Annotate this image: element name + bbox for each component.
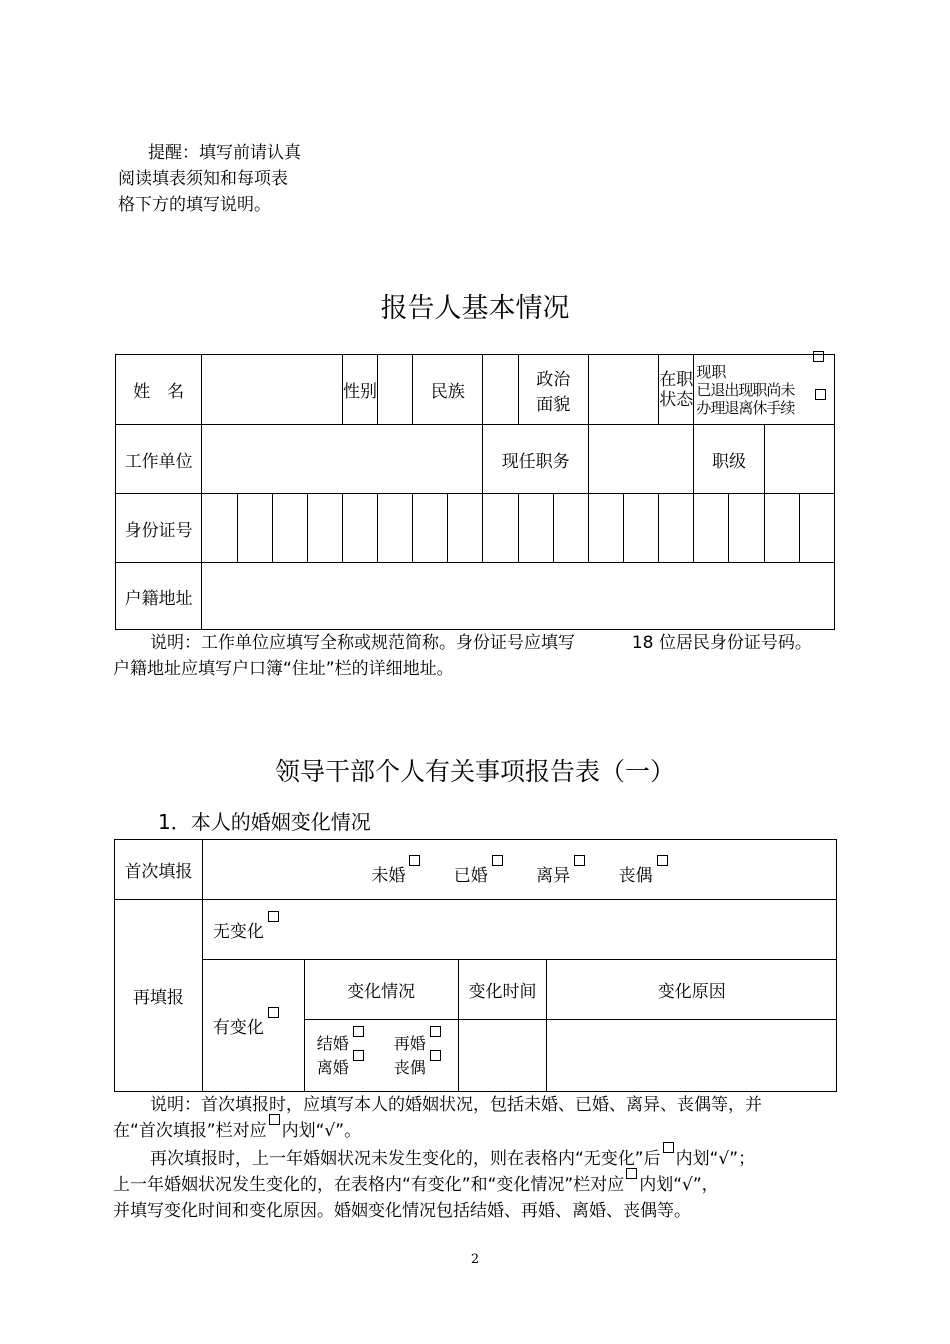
id-digit-cell[interactable] — [237, 494, 272, 563]
reminder-line: 阅读填表须知和每项表 — [118, 169, 288, 189]
no-change-label: 无变化 — [212, 922, 264, 942]
widowed-checkbox[interactable] — [657, 855, 668, 866]
note-text: 上一年婚姻状况发生变化的，在表格内“有变化”和“变化情况”栏对应 — [113, 1175, 625, 1195]
status-current-checkbox[interactable] — [813, 351, 824, 362]
remarry-checkbox[interactable] — [430, 1026, 441, 1037]
page-number: 2 — [470, 1252, 480, 1267]
widow-checkbox[interactable] — [430, 1050, 441, 1061]
status-option-current: 现职 — [696, 362, 727, 381]
note-text: 在“首次填报”栏对应 — [113, 1121, 267, 1141]
note-checkbox-icon — [626, 1168, 637, 1179]
marriage-subtitle: 1．本人的婚姻变化情况 — [158, 810, 371, 834]
political-label — [518, 355, 588, 425]
has-change-label: 有变化 — [212, 1018, 264, 1038]
note-text: 18 位居民身份证号码。 — [631, 633, 812, 653]
id-digit-cell[interactable] — [588, 494, 623, 563]
id-digit-cell[interactable] — [378, 494, 413, 563]
unmarried-checkbox[interactable] — [409, 855, 420, 866]
id-digit-cell[interactable] — [202, 494, 237, 563]
household-label: 户籍地址 — [116, 563, 202, 630]
has-change-checkbox[interactable] — [268, 1007, 279, 1018]
change-time-field[interactable] — [458, 1020, 547, 1092]
first-fill-options — [202, 840, 836, 900]
household-field[interactable] — [202, 563, 835, 630]
id-digit-cell[interactable] — [799, 494, 834, 563]
marriage-note-line3 — [150, 1146, 755, 1172]
reminder-note — [118, 140, 338, 218]
id-digit-cell[interactable] — [342, 494, 377, 563]
workplace-label: 工作单位 — [116, 425, 202, 494]
position-field[interactable] — [588, 425, 693, 494]
id-digit-cell[interactable] — [483, 494, 518, 563]
gender-field[interactable] — [378, 355, 413, 425]
opt-divorced-label: 离异 — [536, 866, 571, 886]
id-digit-cell[interactable] — [413, 494, 448, 563]
name-field[interactable] — [202, 355, 343, 425]
status-options — [694, 355, 835, 425]
section1-note-line2: 户籍地址应填写户口簿“住址”栏的详细地址。 — [113, 659, 454, 679]
opt-unmarried-label: 未婚 — [371, 866, 406, 886]
change-situation-header: 变化情况 — [304, 960, 458, 1020]
opt-married-label: 已婚 — [453, 866, 488, 886]
status-retired-checkbox[interactable] — [815, 389, 826, 400]
opt-widowed-label: 丧偶 — [618, 866, 653, 886]
political-label-line: 政治 — [536, 369, 571, 390]
report-table-title: 领导干部个人有关事项报告表（一） — [274, 757, 675, 786]
no-change-cell — [202, 900, 836, 960]
note-checkbox-icon — [663, 1142, 674, 1153]
id-digit-cell[interactable] — [694, 494, 729, 563]
divorce-checkbox[interactable] — [353, 1050, 364, 1061]
id-digit-cell[interactable] — [764, 494, 799, 563]
basic-info-table — [115, 354, 835, 630]
id-digit-cell[interactable] — [272, 494, 307, 563]
status-label-line: 在职 — [659, 369, 694, 390]
note-checkbox-icon — [269, 1114, 280, 1125]
opt-divorce-label: 离婚 — [316, 1057, 349, 1077]
opt-marry-label: 结婚 — [316, 1033, 349, 1053]
gender-label: 性别 — [342, 355, 377, 425]
marriage-table — [114, 839, 837, 1092]
status-label-line: 状态 — [659, 389, 694, 410]
status-option-retired: 已退出现职尚未 — [696, 380, 795, 399]
change-time-header: 变化时间 — [458, 960, 547, 1020]
change-reason-header: 变化原因 — [547, 960, 837, 1020]
id-label: 身份证号 — [116, 494, 202, 563]
workplace-field[interactable] — [202, 425, 483, 494]
no-change-checkbox[interactable] — [268, 911, 279, 922]
marriage-note-line5: 并填写变化时间和变化原因。婚姻变化情况包括结婚、再婚、离婚、丧偶等。 — [113, 1201, 691, 1221]
political-label-line: 面貌 — [536, 394, 571, 415]
position-label: 现任职务 — [483, 425, 588, 494]
note-text: 内划“√”。 — [281, 1121, 362, 1141]
marry-checkbox[interactable] — [353, 1026, 364, 1037]
note-text: 内划“√”； — [675, 1149, 756, 1169]
reminder-line: 提醒：填写前请认真 — [148, 143, 301, 163]
section1-note-line1 — [150, 630, 812, 656]
refill-label: 再填报 — [115, 900, 203, 1092]
note-text: 说明：工作单位应填写全称或规范简称。身份证号应填写 — [150, 633, 575, 653]
ethnicity-field[interactable] — [483, 355, 518, 425]
married-checkbox[interactable] — [492, 855, 503, 866]
note-text: 内划“√”， — [639, 1175, 719, 1195]
id-digit-cell[interactable] — [659, 494, 694, 563]
id-digit-cell[interactable] — [553, 494, 588, 563]
first-fill-label: 首次填报 — [115, 840, 203, 900]
status-label — [659, 355, 694, 425]
change-options-cell — [304, 1020, 458, 1092]
section-title: 报告人基本情况 — [380, 293, 570, 324]
change-reason-field[interactable] — [547, 1020, 837, 1092]
marriage-note-line1: 说明：首次填报时，应填写本人的婚姻状况，包括未婚、已婚、离异、丧偶等，并 — [150, 1095, 762, 1115]
status-option-retired-cont: 办理退离休手续 — [696, 398, 795, 417]
reminder-line: 格下方的填写说明。 — [118, 195, 271, 215]
has-change-cell — [202, 960, 304, 1092]
opt-widow-label: 丧偶 — [393, 1057, 426, 1077]
id-digit-cell[interactable] — [448, 494, 483, 563]
marriage-note-line4 — [113, 1172, 719, 1198]
id-digit-cell[interactable] — [307, 494, 342, 563]
rank-field[interactable] — [764, 425, 834, 494]
note-text: 再次填报时，上一年婚姻状况未发生变化的，则在表格内“无变化”后 — [150, 1149, 661, 1169]
ethnicity-label: 民族 — [413, 355, 483, 425]
opt-remarry-label: 再婚 — [393, 1033, 426, 1053]
name-label: 姓 名 — [116, 355, 202, 425]
political-field[interactable] — [588, 355, 658, 425]
divorced-checkbox[interactable] — [574, 855, 585, 866]
rank-label: 职级 — [694, 425, 764, 494]
marriage-note-line2 — [113, 1118, 361, 1144]
id-digit-cell[interactable] — [729, 494, 764, 563]
id-digit-cell[interactable] — [518, 494, 553, 563]
id-digit-cell[interactable] — [624, 494, 659, 563]
